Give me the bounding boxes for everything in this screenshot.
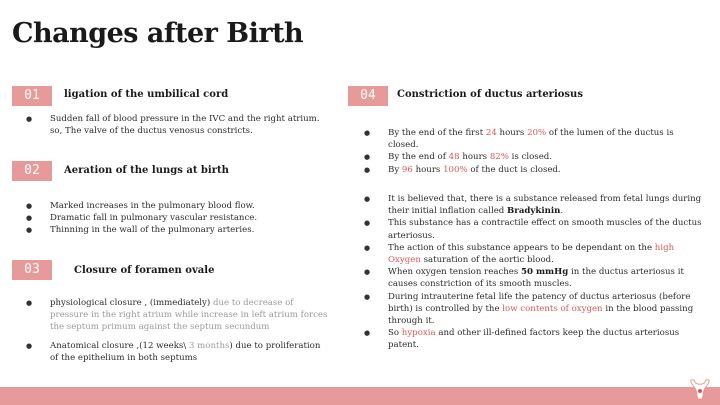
section-number-02: 02: [12, 161, 52, 181]
list-item: ● physiological closure , (immediately) due to decrease of pressure in the right atrium while increase in left atrium forces the septum primum against the septum secundum: [26, 297, 328, 334]
section-heading-02: Aeration of the lungs at birth: [64, 165, 229, 176]
section-number-04: 04: [348, 86, 388, 106]
section-04-bullets-a: [364, 127, 706, 176]
list-item: ● So hypoxia and other ill-defined factors keep the ductus arteriosus patent.: [364, 327, 706, 351]
list-item: ● Sudden fall of blood pressure in the IVC and the right atrium. so, The valve of the ductus venosus constricts.: [26, 113, 326, 137]
section-number-03: 03: [12, 260, 52, 280]
section-03-bullets: [26, 297, 328, 364]
list-item: ● By 96 hours 100% of the duct is closed.: [364, 164, 706, 176]
list-item: ● By the end of 48 hours 82% is closed.: [364, 151, 706, 163]
page-title: Changes after Birth: [12, 18, 304, 49]
list-item: ● It is believed that, there is a substance released from fetal lungs during their initial inflation called Bradykinin.: [364, 193, 706, 217]
footer-bar: [0, 387, 720, 405]
uterus-icon: [688, 377, 712, 403]
section-02-bullets: [26, 200, 326, 237]
list-item: ● Dramatic fall in pulmonary vascular resistance.: [26, 212, 326, 224]
list-item: ● This substance has a contractile effect on smooth muscles of the ductus arteriosus.: [364, 217, 706, 241]
section-number-01: 01: [12, 86, 52, 106]
section-heading-03: Closure of foramen ovale: [74, 265, 215, 276]
list-item: ● Anatomical closure ,(12 weeks\ 3 months) due to proliferation of the epithelium in both septums: [26, 340, 328, 364]
list-item: ● By the end of the first 24 hours 20% of the lumen of the ductus is closed.: [364, 127, 706, 151]
list-item: ● During intrauterine fetal life the patency of ductus arteriosus (before birth) is controlled by the low contents of oxygen in the blood passing through it.: [364, 291, 706, 328]
list-item: ● When oxygen tension reaches 50 mmHg in the ductus arteriosus it causes constriction of its smooth muscles.: [364, 266, 706, 290]
section-01-bullets: [26, 113, 326, 137]
list-item: ● Thinning in the wall of the pulmonary arteries.: [26, 224, 326, 236]
list-item: ● The action of this substance appears to be dependant on the high Oxygen saturation of the aortic blood.: [364, 242, 706, 266]
section-04-bullets-b: [364, 193, 706, 352]
section-heading-01: ligation of the umbilical cord: [64, 89, 229, 100]
list-item: ● Marked increases in the pulmonary blood flow.: [26, 200, 326, 212]
section-heading-04: Constriction of ductus arteriosus: [397, 89, 583, 100]
